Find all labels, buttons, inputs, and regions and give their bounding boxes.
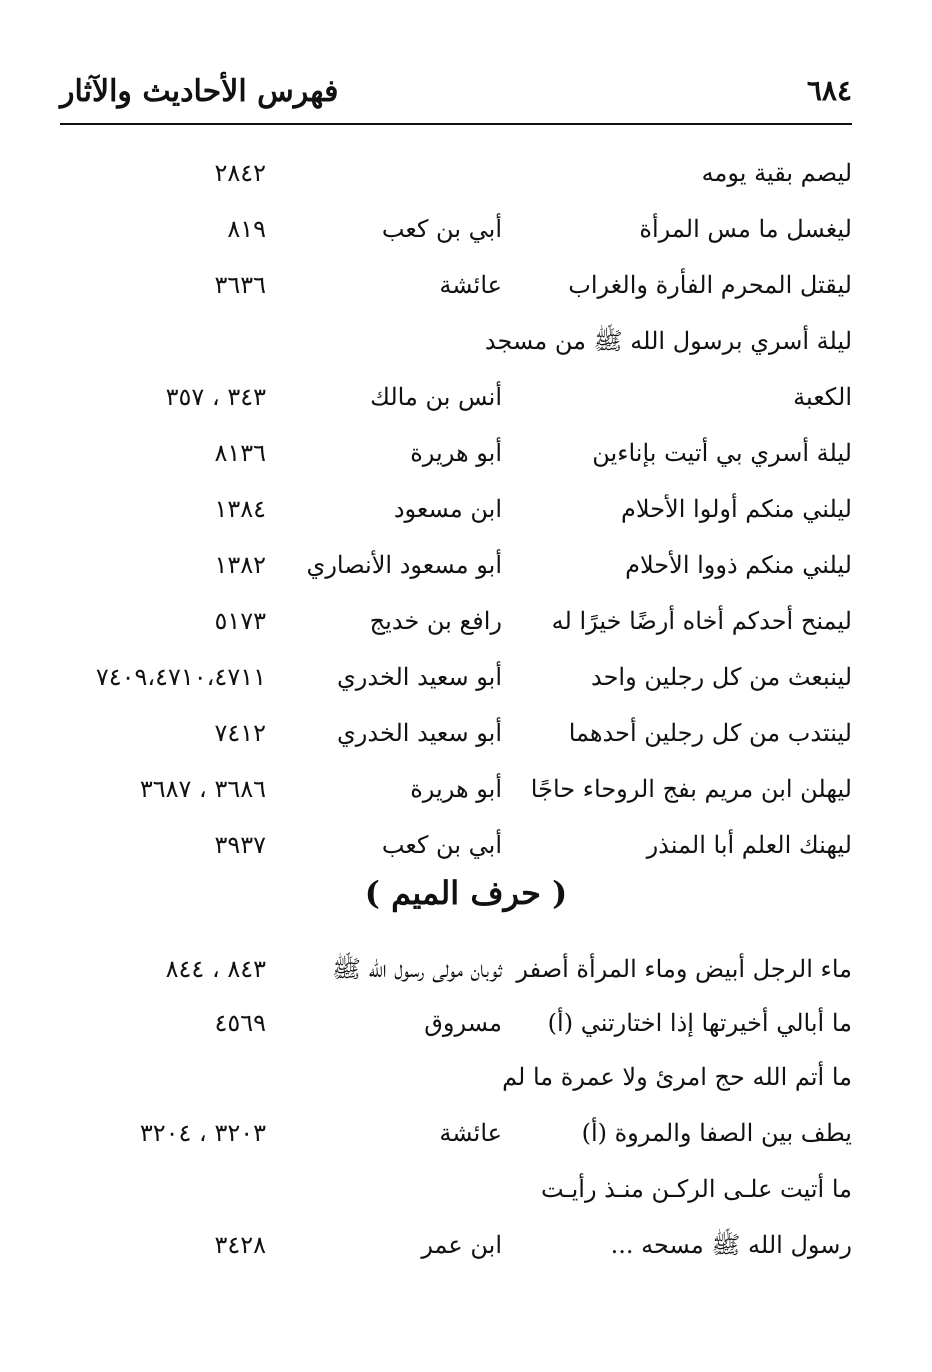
- hadith-numbers: ٨٤٣ ، ٨٤٤: [165, 955, 266, 983]
- hadith-numbers: ٢٨٤٢: [214, 159, 266, 187]
- hadith-numbers: ٤٥٦٩: [214, 1009, 266, 1037]
- hadith-text: ليهنك العلم أبا المنذر: [646, 831, 852, 859]
- hadith-text: ليلة أسري برسول الله ﷺ من مسجد: [484, 327, 852, 355]
- index-entry: [0, 316, 932, 366]
- narrator: ابن عمر: [421, 1231, 502, 1259]
- index-entry: [0, 260, 932, 310]
- index-entry: [0, 820, 932, 870]
- running-title: فهرس الأحاديث والآثار: [60, 74, 339, 109]
- hadith-text: ما أبالي أخيرتها إذا اختارتني (أ): [547, 1009, 852, 1037]
- narrator: ابن مسعود: [393, 495, 502, 523]
- hadith-text: رسول الله ﷺ مسحه ...: [610, 1231, 852, 1259]
- hadith-numbers: ٨١٣٦: [214, 439, 266, 467]
- hadith-text: ليغسل ما مس المرأة: [639, 215, 852, 243]
- hadith-text: ليلة أسري بي أتيت بإناءين: [592, 439, 852, 467]
- index-entry: [0, 944, 932, 994]
- narrator: أبو مسعود الأنصاري: [306, 551, 502, 579]
- index-entry: [0, 1220, 932, 1270]
- hadith-numbers: ٧٤١٢: [214, 719, 266, 747]
- hadith-text: لينتدب من كل رجلين أحدهما: [568, 719, 852, 747]
- section-heading: ( حرف الميم ): [364, 874, 568, 912]
- narrator: أنس بن مالك: [370, 383, 502, 411]
- hadith-text: الكعبة: [793, 383, 852, 411]
- index-entry: [0, 428, 932, 478]
- index-entry: [0, 1052, 932, 1102]
- narrator: مسروق: [424, 1009, 502, 1037]
- hadith-numbers: ٣٦٨٦ ، ٣٦٨٧: [139, 775, 266, 803]
- index-entry: [0, 148, 932, 198]
- hadith-text: ليصم بقية يومه: [701, 159, 852, 187]
- index-entry: [0, 540, 932, 590]
- narrator: أبو سعيد الخدري: [337, 663, 502, 691]
- narrator: عائشة: [439, 271, 502, 299]
- hadith-text: ليمنح أحدكم أخاه أرضًا خيرًا له: [551, 607, 852, 635]
- index-entry: [0, 764, 932, 814]
- hadith-text: ما أتم الله حج امرئ ولا عمرة ما لم: [502, 1063, 852, 1091]
- hadith-text: ليهلن ابن مريم بفج الروحاء حاجًا: [530, 775, 852, 803]
- hadith-numbers: ٥١٧٣: [214, 607, 266, 635]
- narrator: أبي بن كعب: [381, 831, 502, 859]
- hadith-numbers: ٨١٩: [227, 215, 266, 243]
- narrator: أبو هريرة: [410, 775, 502, 803]
- hadith-numbers: ١٣٨٤: [214, 495, 266, 523]
- hadith-numbers: ٣٦٣٦: [214, 271, 266, 299]
- hadith-text: ليقتل المحرم الفأرة والغراب: [568, 271, 852, 299]
- hadith-numbers: ٣٢٠٣ ، ٣٢٠٤: [139, 1119, 266, 1147]
- index-entry: [0, 1164, 932, 1214]
- narrator: ثوبان مولى رسول الله ﷺ: [332, 955, 502, 983]
- narrator: رافع بن خديج: [369, 607, 502, 635]
- hadith-text: لينبعث من كل رجلين واحد: [591, 663, 852, 691]
- hadith-numbers: ٣٤٢٨: [214, 1231, 266, 1259]
- index-entry: [0, 204, 932, 254]
- hadith-text: ماء الرجل أبيض وماء المرأة أصفر: [516, 955, 852, 983]
- hadith-numbers: ٣٩٣٧: [214, 831, 266, 859]
- narrator: أبو هريرة: [410, 439, 502, 467]
- narrator: عائشة: [439, 1119, 502, 1147]
- hadith-numbers: ١٣٨٢: [214, 551, 266, 579]
- page-number: ٦٨٤: [806, 74, 852, 107]
- header-rule: [60, 123, 852, 125]
- index-entry: [0, 484, 932, 534]
- narrator: أبي بن كعب: [381, 215, 502, 243]
- index-entry: [0, 652, 932, 702]
- index-entry: [0, 998, 932, 1048]
- index-entry: [0, 372, 932, 422]
- index-entry: [0, 596, 932, 646]
- hadith-text: ليلني منكم أولوا الأحلام: [621, 495, 852, 523]
- index-entry: [0, 1108, 932, 1158]
- hadith-text: يطف بين الصفا والمروة (أ): [581, 1119, 852, 1147]
- narrator: أبو سعيد الخدري: [337, 719, 502, 747]
- hadith-text: ليلني منكم ذووا الأحلام: [625, 551, 852, 579]
- index-entry: [0, 708, 932, 758]
- hadith-numbers: ٧٤٠٩،٤٧١٠،٤٧١١: [95, 663, 266, 691]
- hadith-numbers: ٣٤٣ ، ٣٥٧: [165, 383, 266, 411]
- page-header: [60, 70, 852, 120]
- hadith-text: ما أتيت علـى الركـن منـذ رأيـت: [541, 1175, 852, 1203]
